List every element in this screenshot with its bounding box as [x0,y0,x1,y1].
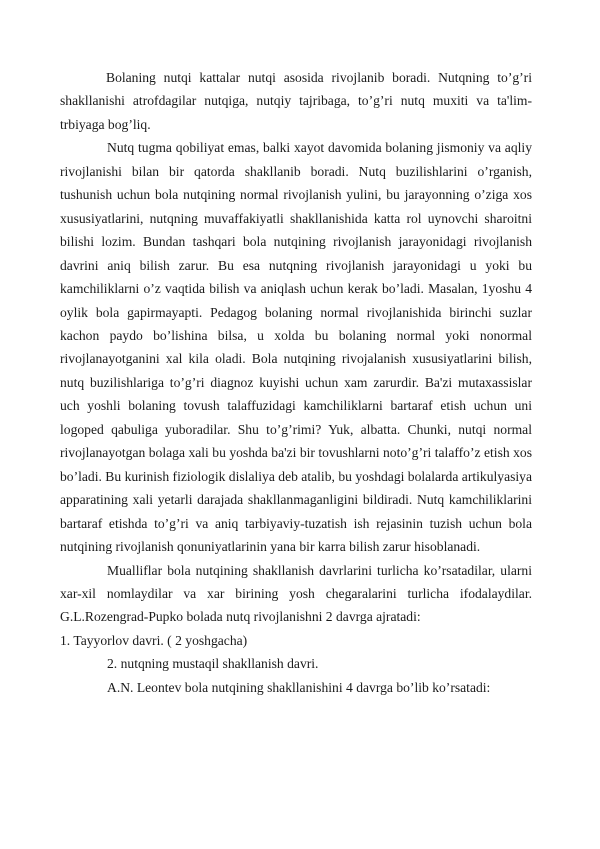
paragraph-leontev: A.N. Leontev bola nutqining shakllanishini 4 davrga bo’lib ko’rsatadi: [107,679,491,695]
list-item-preparatory-period: 1. Tayyorlov davri. ( 2 yoshgacha) [60,632,248,648]
document-page [60,66,532,699]
list-item-independent-period: 2. nutqning mustaqil shakllanish davri. [107,656,319,672]
paragraph-intro: Bolaning nutqi kattalar nutqi asosida rivojlanib boradi. Nutqning to’g’ri shakllanishi atrofdagilar nutqiga, nutqiy tajribaga, to’g’ri nutq muxiti va ta'lim-trbiyaga bog’liq. [60,70,532,132]
paragraph-authors-periods: Mualliflar bola nutqining shakllanish davrlarini turlicha ko’rsatadilar, ularni xar-xil nomlaydilar va xar birining yosh chegaralarini turlicha ifodalaydilar. G.L.Rozengrad-Pupko bolada nutq rivojlanishni 2 davrga ajratadi: [60,562,532,625]
paragraph-speech-development: Nutq tugma qobiliyat emas, balki xayot davomida bolaning jismoniy va aqliy rivojlanishi bilan bir qatorda shakllanib boradi. Nutq buzilishlarini o’rganish, tushunish uchun bola nutqining normal rivojlanish yulini, bu jarayonning o’ziga xos xususiyatlarini, nutqning muvaffakiyatli shakllanishida katta rol uynovchi sharoitni bilishi lozim. Bundan tashqari bola nutqining rivojlanish jarayonidagi rivojlanish davrini aniq bilish zarur. Bu esa nutqning rivojlanish jarayonidagi u yoki bu kamchiliklarni o’z vaqtida bilish va aniqlash uchun kerak bo’ladi. Masalan, 1yoshu 4 oylik bola gapirmayapti. Pedagog bolaning normal rivojlanishida birinchi suzlar kachon paydo bo’lishina bilsa, u xolda bu bolaning normal yoki nonormal rivojlanayotganini xal kila oladi. Bola nutqining rivojalanish xususiyatlarini bilish, nutq buzilishlariga to’g’ri diagnoz kuyishi uchun xam zarurdir. Ba'zi mutaxassislar uch yoshli bolaning tovush talaffuzidagi kamchiliklarni bartaraf etish uchun uni logoped qabuliga yuboradilar. Shu to’g’rimi? Yuk, albatta. Chunki, nutqi normal rivojlanayotgan bolaga xali bu yoshda ba'zi bir tovushlarni noto’g’ri talaffo’z etish xos bo’ladi. Bu kurinish fiziologik dislaliya deb atalib, bu yoshdagi bolalarda artikulyasiya apparatining xali yetarli darajada shakllanmaganligini bildiradi. Nutq kamchiliklarini bartaraf etishda to’g’ri va aniq tarbiyaviy-tuzatish ish rejasinin tuzish uchun bola nutqining rivojlanish qonuniyatlarinin yana bir karra bilish zarur hisoblanadi. [60,140,532,555]
